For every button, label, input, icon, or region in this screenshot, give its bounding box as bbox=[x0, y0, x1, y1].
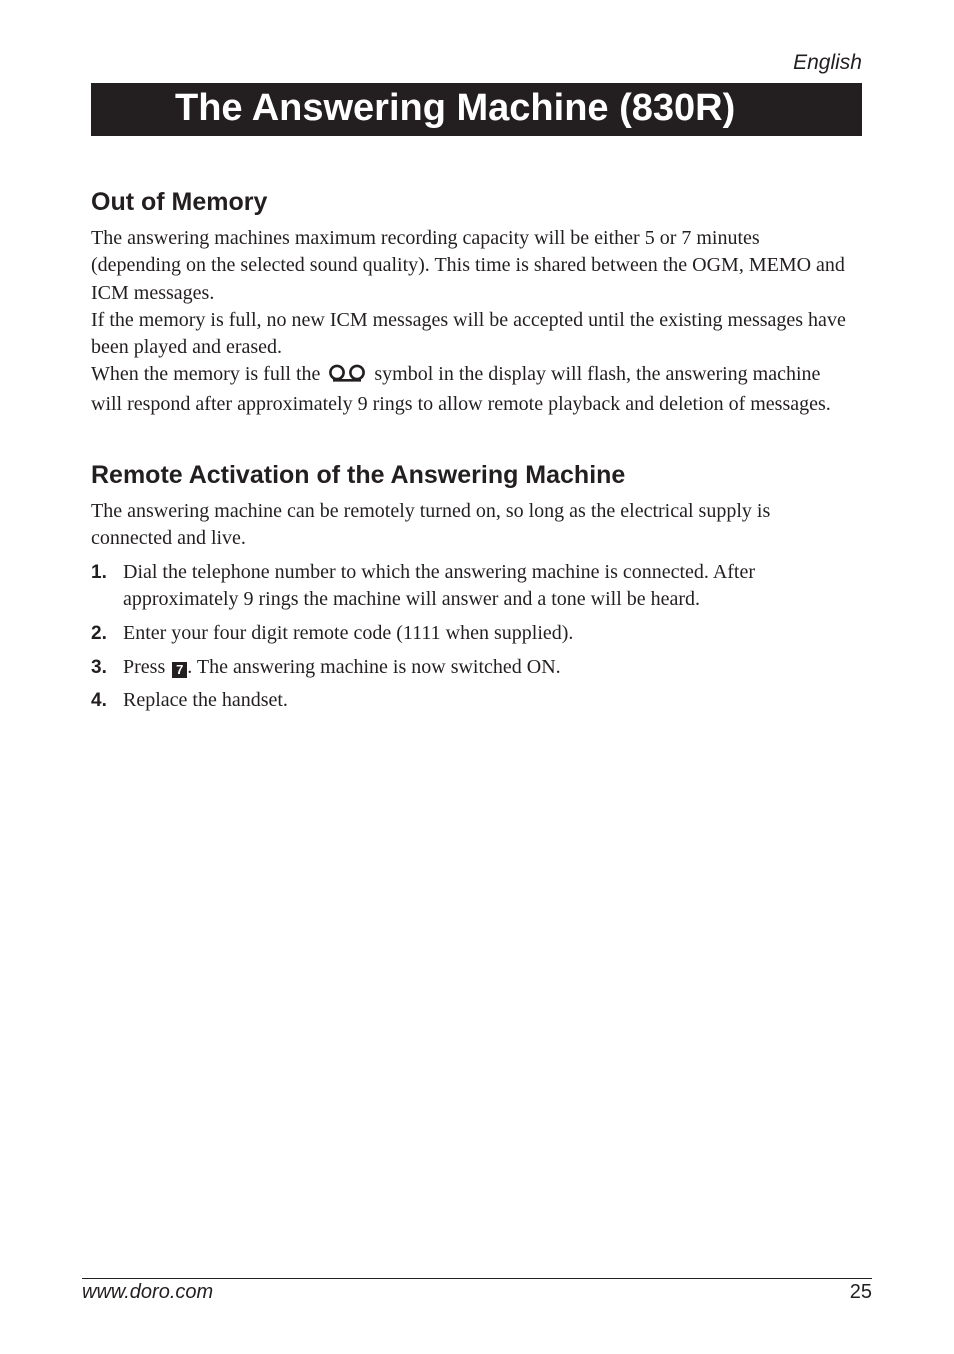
section-remote-activation bbox=[91, 459, 851, 715]
page-number: 25 bbox=[849, 1281, 872, 1303]
list-item bbox=[91, 654, 851, 681]
title-bar bbox=[91, 83, 862, 136]
page-title: The Answering Machine (830R) bbox=[175, 87, 736, 129]
list-item bbox=[91, 559, 851, 614]
footer-url: www.doro.com bbox=[82, 1281, 214, 1303]
paragraph-memory-symbol bbox=[91, 361, 851, 418]
step-number: 2. bbox=[91, 622, 107, 644]
memory-text-after: symbol in the display will flash, the answering machine will respond after approximately 9 rings to allow remote playback and deletion of messages. bbox=[91, 363, 831, 415]
heading-out-of-memory: Out of Memory bbox=[91, 188, 268, 216]
paragraph-memory-full: If the memory is full, no new ICM messages will be accepted until the existing messages have been played and erased. bbox=[91, 308, 846, 359]
step-text: Dial the telephone number to which the answering machine is connected. After approximately 9 rings the machine will answer and a tone will be heard. bbox=[123, 560, 756, 610]
list-item bbox=[91, 620, 851, 647]
section-out-of-memory bbox=[91, 186, 851, 418]
step-text: Replace the handset. bbox=[123, 689, 288, 712]
step-number: 1. bbox=[91, 561, 107, 583]
list-item bbox=[91, 687, 851, 714]
memory-text-before: When the memory is full the bbox=[91, 363, 321, 386]
language-label: English bbox=[793, 51, 862, 74]
heading-remote-activation: Remote Activation of the Answering Machine bbox=[91, 461, 626, 490]
steps-list bbox=[91, 559, 851, 715]
paragraph-remote-intro: The answering machine can be remotely turned on, so long as the electrical supply is connected and live. bbox=[91, 500, 771, 550]
step-number: 4. bbox=[91, 690, 107, 712]
paragraph-capacity: The answering machines maximum recording capacity will be either 5 or 7 minutes (depending on the selected sound quality). This time is shared between the OGM, MEMO and ICM messages. bbox=[91, 227, 845, 304]
content bbox=[91, 186, 851, 721]
step-text-after-key: . The answering machine is now switched ON. bbox=[187, 655, 561, 678]
footer-divider bbox=[82, 1278, 872, 1279]
cassette-tape-icon bbox=[327, 363, 367, 390]
step-text-before-key: Press bbox=[123, 655, 166, 678]
step-text: Enter your four digit remote code (1111 when supplied). bbox=[123, 621, 574, 644]
key-7-icon: 7 bbox=[172, 662, 187, 678]
step-number: 3. bbox=[91, 656, 107, 678]
